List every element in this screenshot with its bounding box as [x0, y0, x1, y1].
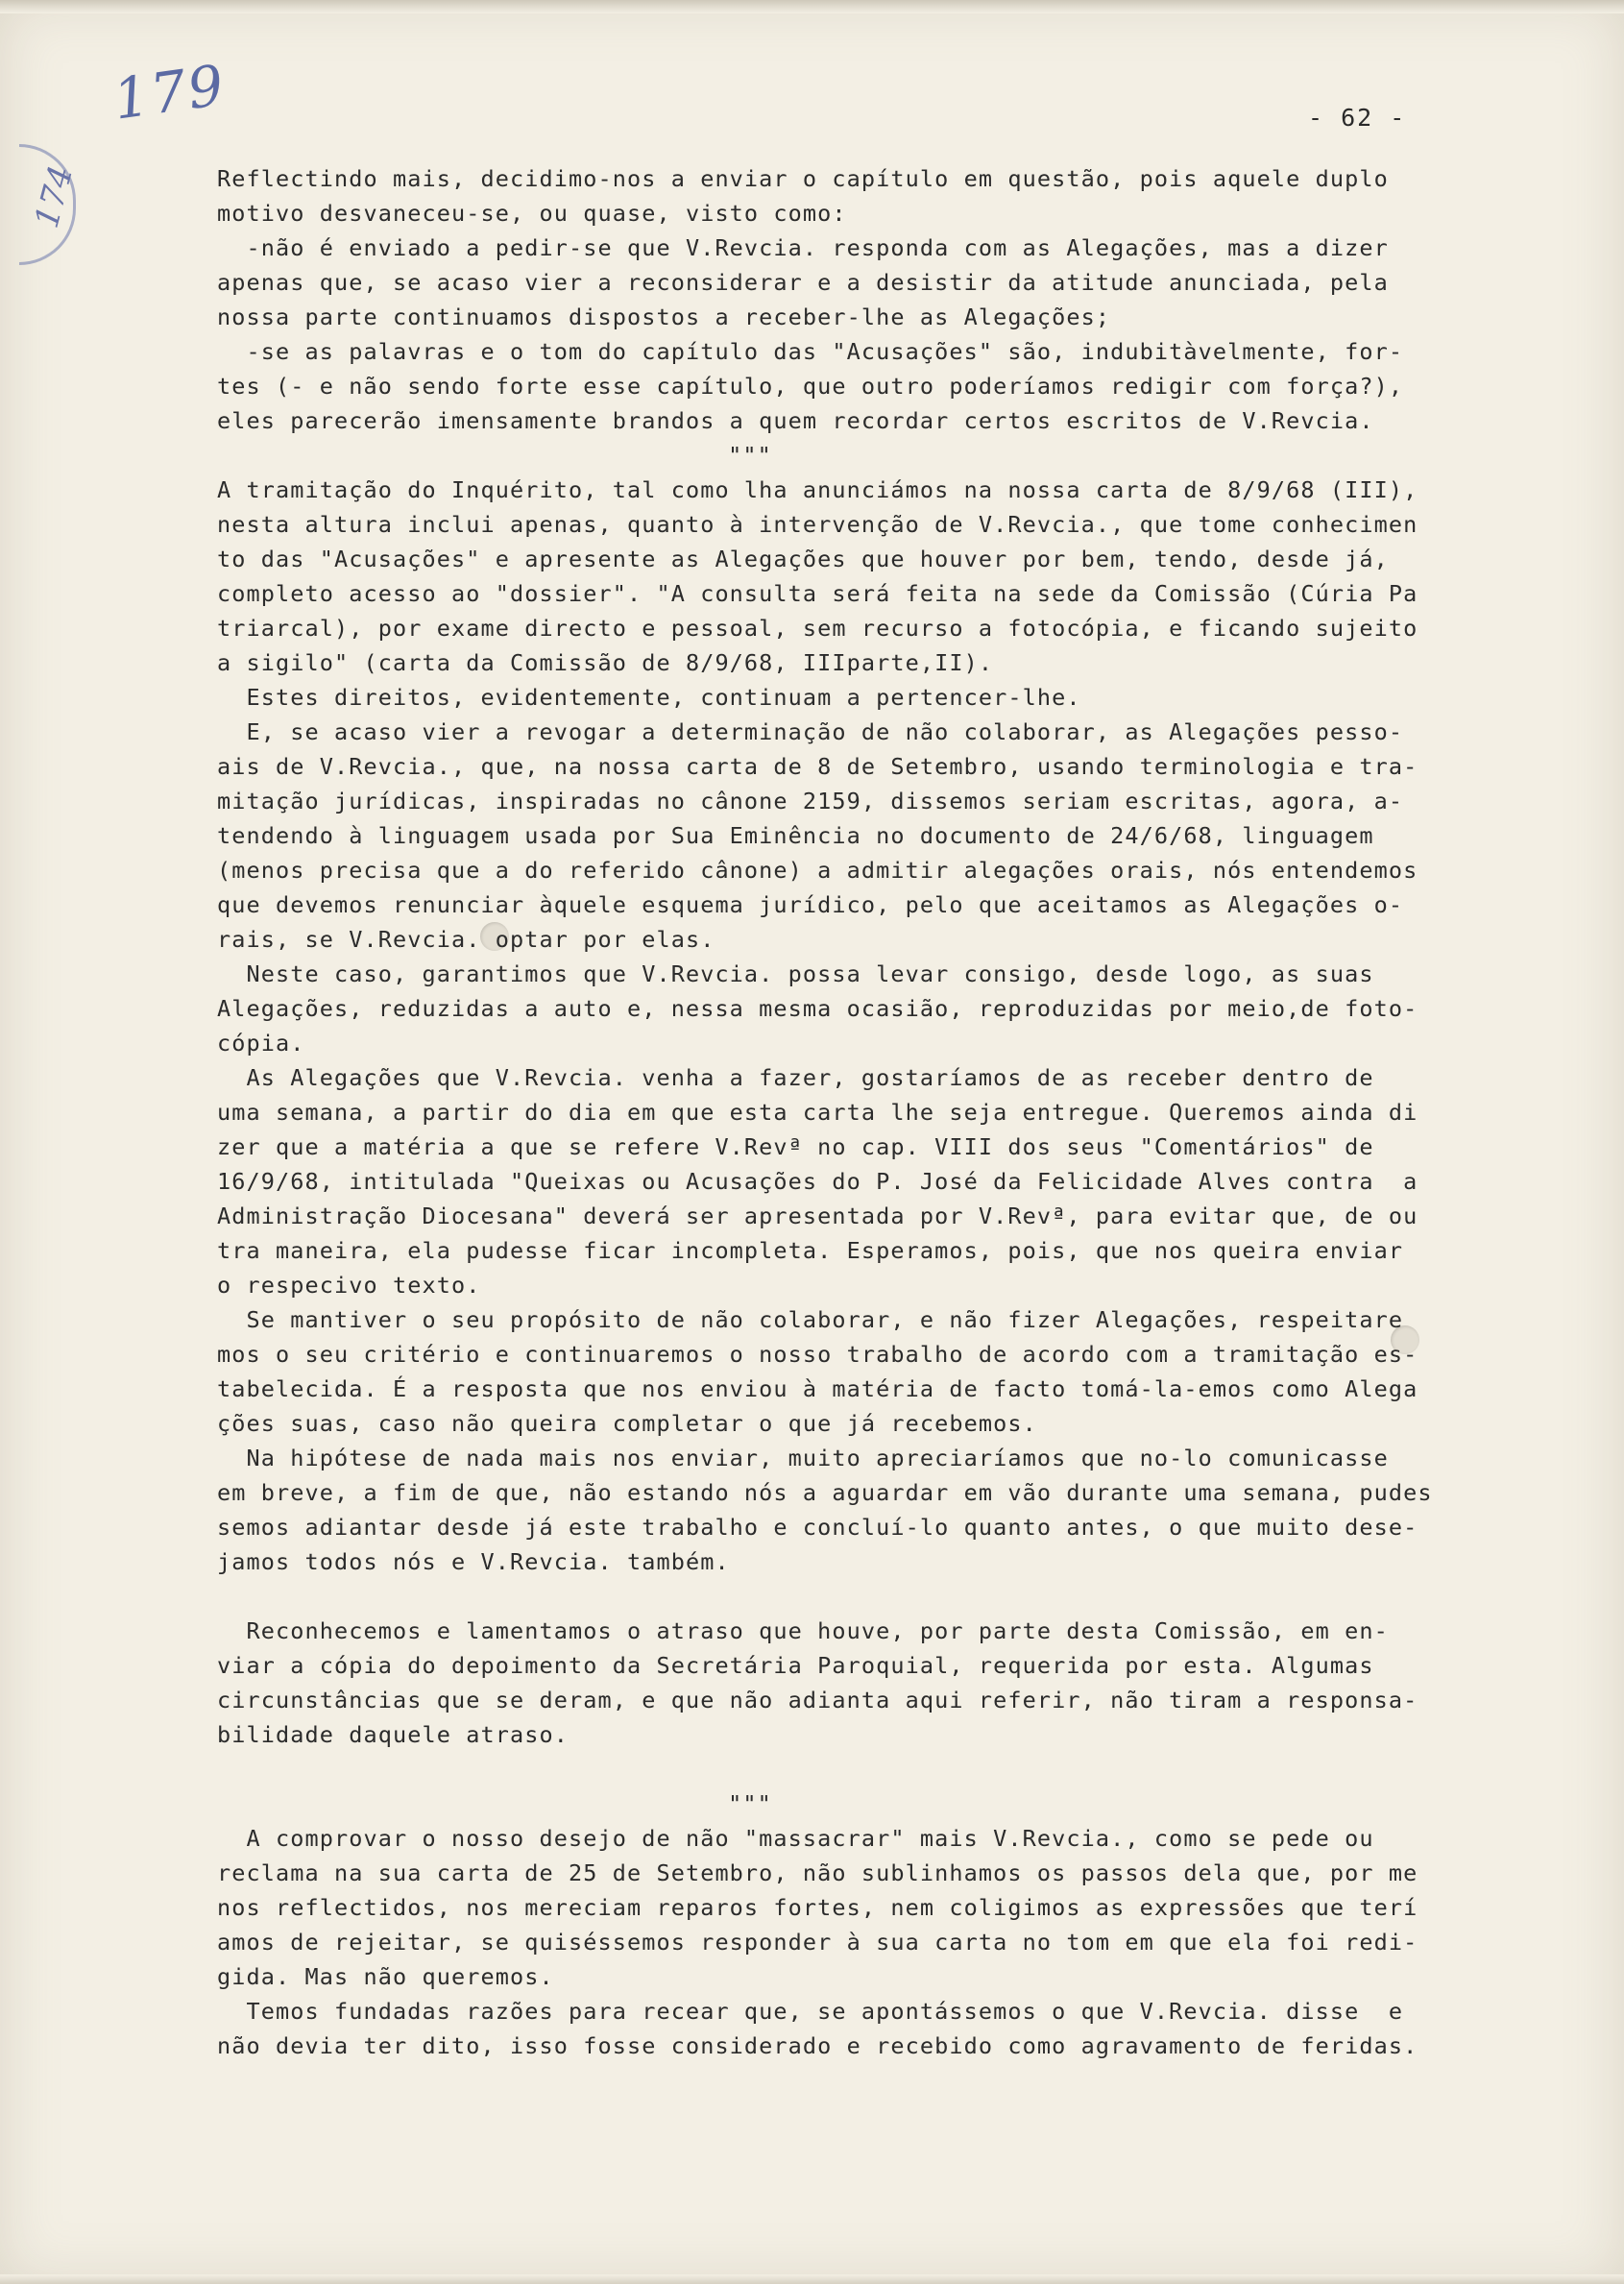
text-line: amos de rejeitar, se quiséssemos responder à sua carta no tom em que ela foi redi- — [217, 1929, 1418, 1956]
text-line: triarcal), por exame directo e pessoal, sem recurso a fotocópia, e ficando sujeito — [217, 615, 1418, 642]
text-line: viar a cópia do depoimento da Secretária Paroquial, requerida por esta. Algumas — [217, 1652, 1374, 1679]
text-line: que devemos renunciar àquele esquema jurídico, pelo que aceitamos as Alegações o- — [217, 891, 1404, 918]
text-line: Reconhecemos e lamentamos o atraso que houve, por parte desta Comissão, em en- — [217, 1617, 1389, 1644]
text-line: Estes direitos, evidentemente, continuam a pertencer-lhe. — [217, 684, 1081, 711]
text-line: Administração Diocesana" deverá ser apresentada por V.Revª, para evitar que, de ou — [217, 1203, 1418, 1229]
handwritten-folio-number: 179 — [109, 52, 230, 133]
text-line: Na hipótese de nada mais nos enviar, muito apreciaríamos que no-lo comunicasse — [217, 1445, 1389, 1471]
text-line: o respecivo texto. — [217, 1272, 481, 1299]
text-line: 16/9/68, intitulada "Queixas ou Acusações do P. José da Felicidade Alves contra a — [217, 1168, 1418, 1195]
page-number: - 62 - — [1308, 104, 1407, 132]
text-line: Alegações, reduzidas a auto e, nessa mesma ocasião, reproduzidas por meio,de foto- — [217, 995, 1418, 1022]
text-line: rais, se V.Revcia. optar por elas. — [217, 926, 715, 953]
text-line: -se as palavras e o tom do capítulo das "Acusações" são, indubitàvelmente, for- — [217, 338, 1404, 365]
page-bottom-edge — [0, 2274, 1624, 2284]
text-line: """ — [728, 1790, 772, 1817]
text-line: completo acesso ao "dossier". "A consulta será feita na sede da Comissão (Cúria Pa — [217, 580, 1418, 607]
text-line: (menos precisa que a do referido cânone) a admitir alegações orais, nós entendemos — [217, 857, 1418, 884]
text-line: Neste caso, garantimos que V.Revcia. possa levar consigo, desde logo, as suas — [217, 960, 1374, 987]
text-line: A comprovar o nosso desejo de não "massacrar" mais V.Revcia., como se pede ou — [217, 1825, 1374, 1852]
text-line: mitação jurídicas, inspiradas no cânone 2159, dissemos seriam escritas, agora, a- — [217, 788, 1404, 814]
text-line: gida. Mas não queremos. — [217, 1963, 554, 1990]
text-line: nossa parte continuamos dispostos a receber-lhe as Alegações; — [217, 304, 1111, 330]
text-line: nos reflectidos, nos mereciam reparos fortes, nem coligimos as expressões que terí — [217, 1894, 1418, 1921]
text-line: a sigilo" (carta da Comissão de 8/9/68, IIIparte,II). — [217, 649, 994, 676]
text-line: semos adiantar desde já este trabalho e concluí-lo quanto antes, o que muito dese- — [217, 1514, 1418, 1541]
text-line: reclama na sua carta de 25 de Setembro, não sublinhamos os passos dela que, por me — [217, 1859, 1418, 1886]
text-line — [217, 1752, 1494, 1786]
text-line: ções suas, caso não queira completar o que já recebemos. — [217, 1410, 1037, 1437]
text-line: Temos fundadas razões para recear que, se apontássemos o que V.Revcia. disse e — [217, 1998, 1404, 2025]
text-line: mos o seu critério e continuaremos o nosso trabalho de acordo com a tramitação es- — [217, 1341, 1418, 1368]
text-line: circunstâncias que se deram, e que não adianta aqui referir, não tiram a responsa- — [217, 1687, 1418, 1713]
text-line: tra maneira, ela pudesse ficar incompleta. Esperamos, pois, que nos queira enviar — [217, 1237, 1404, 1264]
text-line: to das "Acusações" e apresente as Alegações que houver por bem, tendo, desde já, — [217, 546, 1389, 572]
text-line: nesta altura inclui apenas, quanto à intervenção de V.Revcia., que tome conhecimen — [217, 511, 1418, 538]
letter-body — [217, 161, 1494, 2063]
text-line: em breve, a fim de que, não estando nós a aguardar em vão durante uma semana, pudes — [217, 1479, 1433, 1506]
text-line: uma semana, a partir do dia em que esta carta lhe seja entregue. Queremos ainda di — [217, 1099, 1418, 1126]
text-line: A tramitação do Inquérito, tal como lha anunciámos na nossa carta de 8/9/68 (III), — [217, 476, 1418, 503]
text-line: tes (- e não sendo forte esse capítulo, que outro poderíamos redigir com força?), — [217, 373, 1404, 400]
text-line: """ — [728, 442, 772, 469]
text-line: tendendo à linguagem usada por Sua Eminência no documento de 24/6/68, linguagem — [217, 822, 1374, 849]
text-line: não devia ter dito, isso fosse considerado e recebido como agravamento de feridas. — [217, 2032, 1418, 2059]
text-line: Reflectindo mais, decidimo-nos a enviar o capítulo em questão, pois aquele duplo — [217, 165, 1389, 192]
text-line: motivo desvaneceu-se, ou quase, visto como: — [217, 200, 847, 227]
text-line: zer que a matéria a que se refere V.Revª no cap. VIII dos seus "Comentários" de — [217, 1133, 1374, 1160]
page-top-edge — [0, 0, 1624, 13]
circled-number: 174 — [27, 161, 82, 232]
text-line: -não é enviado a pedir-se que V.Revcia. responda com as Alegações, mas a dizer — [217, 234, 1389, 261]
text-line: E, se acaso vier a revogar a determinação de não colaborar, as Alegações pesso- — [217, 718, 1404, 745]
text-line: ais de V.Revcia., que, na nossa carta de 8 de Setembro, usando terminologia e tra- — [217, 753, 1418, 780]
text-line: bilidade daquele atraso. — [217, 1721, 569, 1748]
text-line — [217, 1579, 1494, 1614]
text-line: As Alegações que V.Revcia. venha a fazer, gostaríamos de as receber dentro de — [217, 1064, 1374, 1091]
text-line: apenas que, se acaso vier a reconsiderar e a desistir da atitude anunciada, pela — [217, 269, 1389, 296]
text-line: tabelecida. É a resposta que nos enviou à matéria de facto tomá-la-emos como Alega — [217, 1375, 1418, 1402]
text-line: jamos todos nós e V.Revcia. também. — [217, 1548, 730, 1575]
text-line: Se mantiver o seu propósito de não colaborar, e não fizer Alegações, respeitare — [217, 1306, 1404, 1333]
text-line: cópia. — [217, 1030, 305, 1057]
text-line: eles parecerão imensamente brandos a quem recordar certos escritos de V.Revcia. — [217, 407, 1374, 434]
